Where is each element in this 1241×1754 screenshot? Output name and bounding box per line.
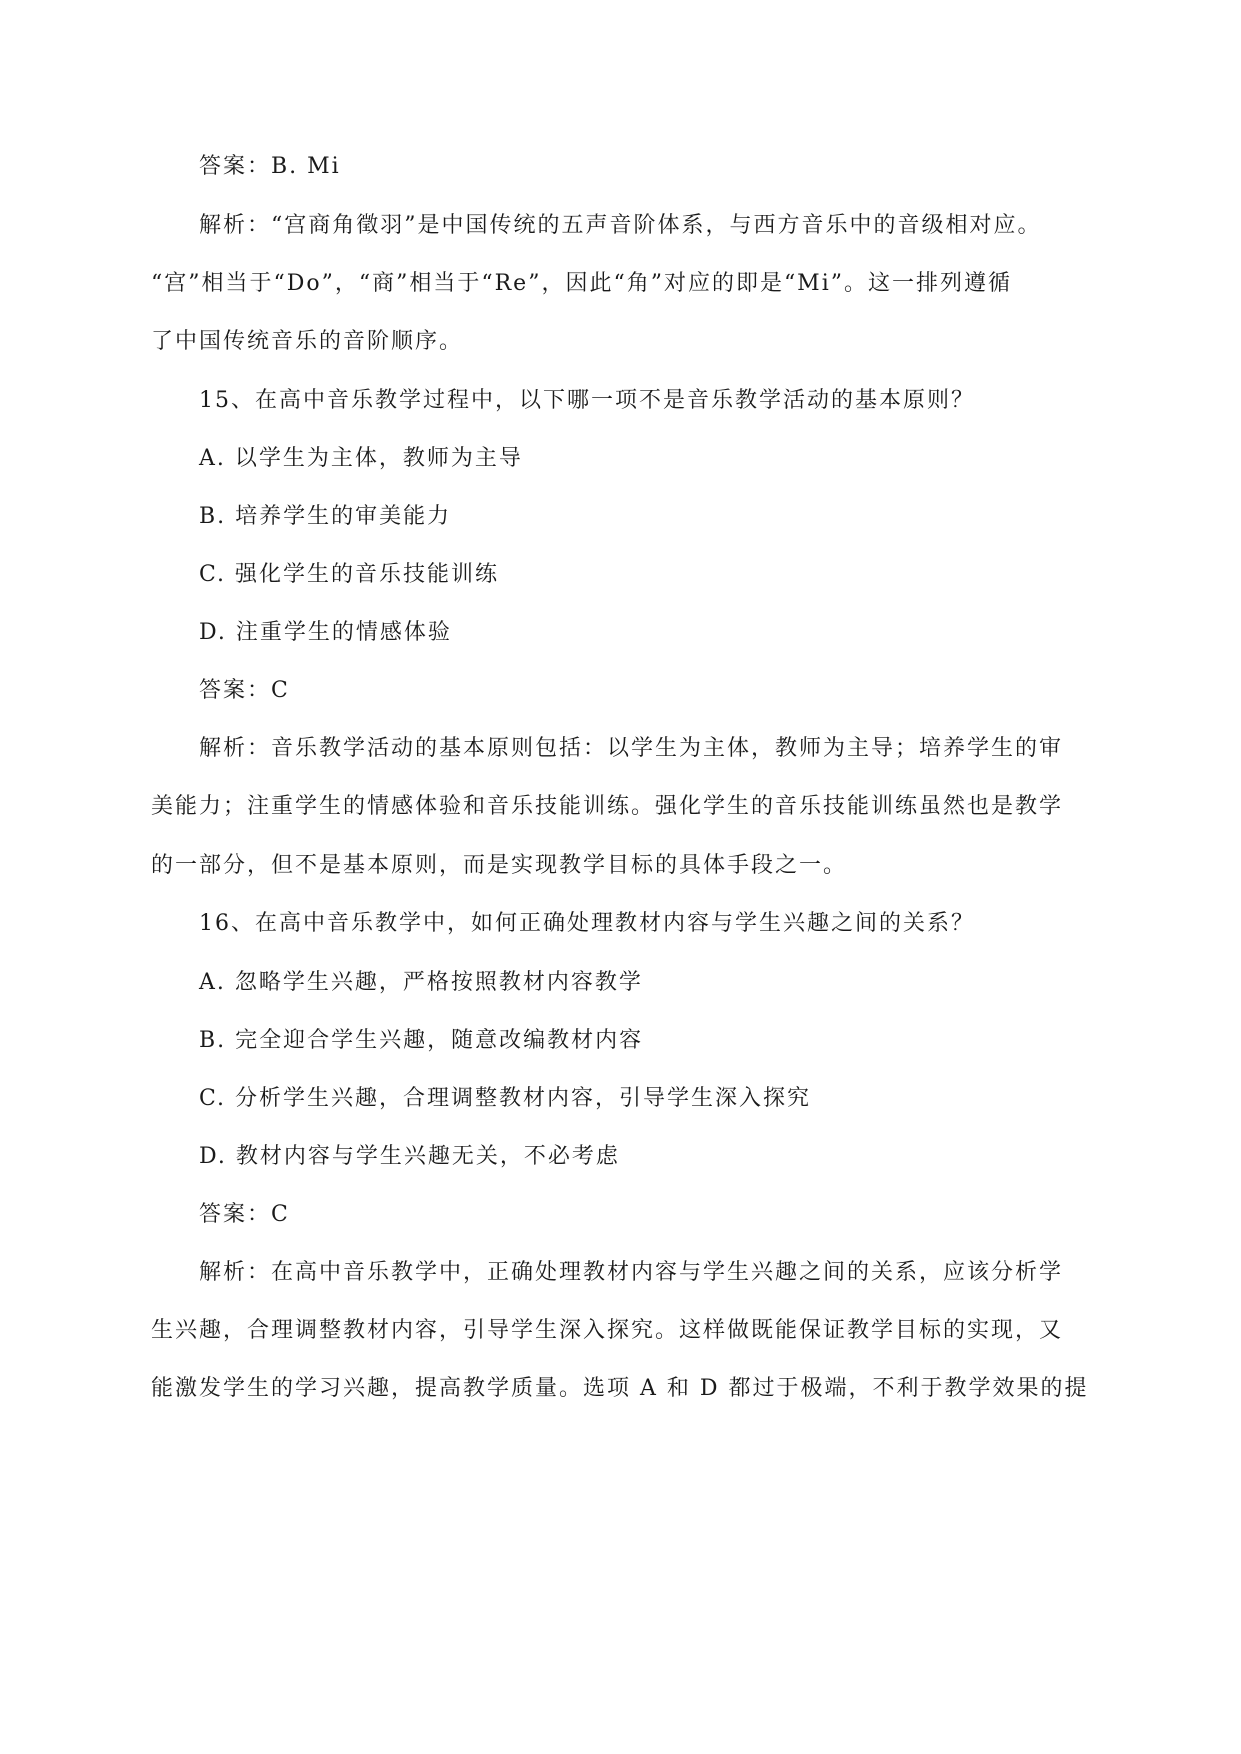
q16-analysis-line: 解析：在高中音乐教学中，正确处理教材内容与学生兴趣之间的关系，应该分析学 — [199, 1260, 1064, 1285]
q16-analysis-line: 生兴趣，合理调整教材内容，引导学生深入探究。这样做既能保证教学目标的实现，又 — [151, 1318, 1064, 1343]
q15-option-b: B. 培养学生的审美能力 — [199, 504, 452, 529]
q14-answer: 答案：B. Mi — [199, 154, 341, 179]
q15-analysis-line: 的一部分，但不是基本原则，而是实现教学目标的具体手段之一。 — [151, 853, 848, 878]
q15-question: 15、在高中音乐教学过程中，以下哪一项不是音乐教学活动的基本原则？ — [199, 388, 975, 413]
q14-analysis-line: 解析：“宫商角徵羽”是中国传统的五声音阶体系，与西方音乐中的音级相对应。 — [199, 213, 1042, 238]
q15-analysis-line: 解析：音乐教学活动的基本原则包括：以学生为主体，教师为主导；培养学生的审 — [199, 736, 1064, 761]
q16-option-b: B. 完全迎合学生兴趣，随意改编教材内容 — [199, 1028, 644, 1053]
q15-analysis-line: 美能力；注重学生的情感体验和音乐技能训练。强化学生的音乐技能训练虽然也是教学 — [151, 794, 1064, 819]
q15-option-a: A. 以学生为主体，教师为主导 — [199, 446, 523, 471]
q14-analysis-line: “宫”相当于“Do”，“商”相当于“Re”，因此“角”对应的即是“Mi”。这一排列遵循 — [151, 271, 1012, 296]
q15-option-c: C. 强化学生的音乐技能训练 — [199, 562, 500, 587]
q16-question: 16、在高中音乐教学中，如何正确处理教材内容与学生兴趣之间的关系？ — [199, 911, 975, 936]
q16-option-c: C. 分析学生兴趣，合理调整教材内容，引导学生深入探究 — [199, 1086, 812, 1111]
q16-analysis-line: 能激发学生的学习兴趣，提高教学质量。选项 A 和 D 都过于极端，不利于教学效果的提 — [151, 1376, 1089, 1401]
q14-analysis-line: 了中国传统音乐的音阶顺序。 — [151, 329, 464, 354]
q16-option-a: A. 忽略学生兴趣，严格按照教材内容教学 — [199, 970, 643, 995]
q15-answer: 答案：C — [199, 678, 290, 703]
q16-answer: 答案：C — [199, 1202, 290, 1227]
q16-option-d: D. 教材内容与学生兴趣无关，不必考虑 — [199, 1144, 620, 1169]
q15-option-d: D. 注重学生的情感体验 — [199, 620, 452, 645]
